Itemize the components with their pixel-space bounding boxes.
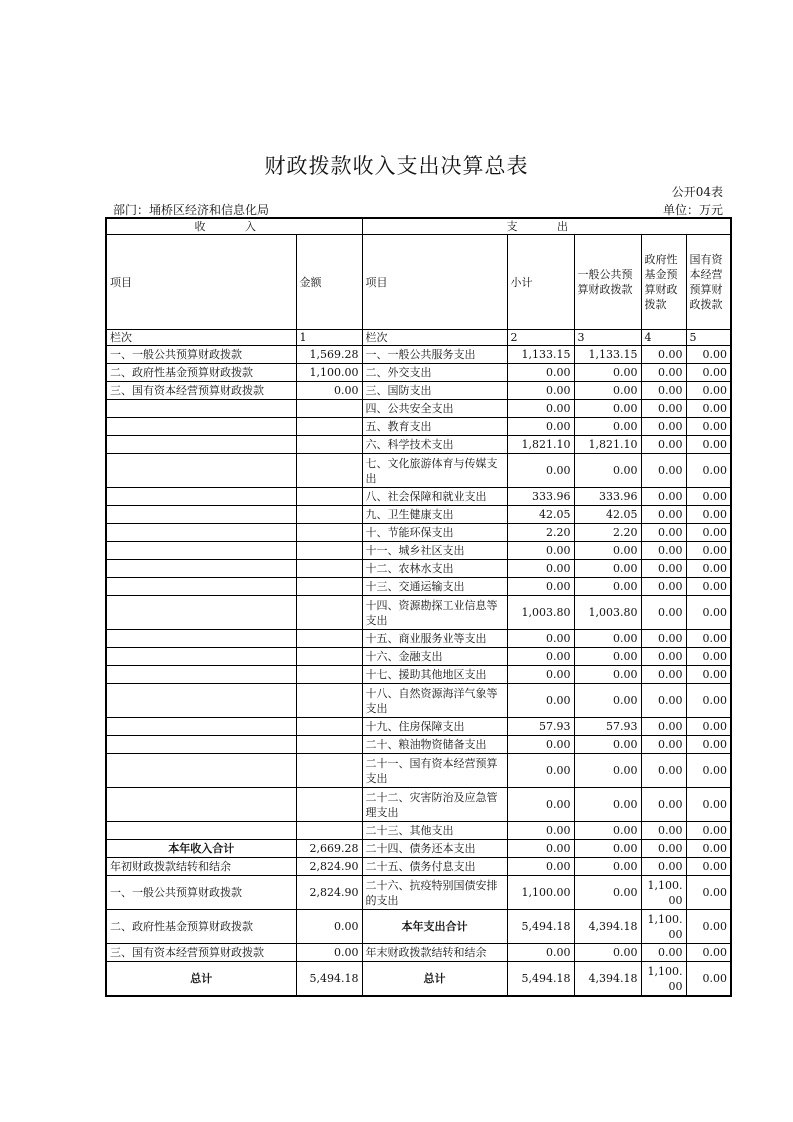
unit-label: 单位：万元	[662, 203, 723, 217]
row-label: 栏次	[106, 330, 296, 346]
income-amount-cell	[296, 542, 362, 560]
expense-item-cell: 七、文化旅游体育与传媒支出	[362, 454, 507, 488]
general-budget-cell: 333.96	[574, 488, 641, 506]
subtotal-cell: 0.00	[507, 418, 574, 436]
income-item-cell	[106, 788, 296, 822]
subtotal-cell: 0.00	[507, 630, 574, 648]
income-amount-cell	[296, 718, 362, 736]
state-capital-cell: 0.00	[686, 578, 731, 596]
general-budget-cell: 0.00	[574, 736, 641, 754]
income-item-cell	[106, 648, 296, 666]
gov-fund-cell: 0.00	[641, 346, 686, 364]
table-row	[106, 840, 731, 858]
gov-fund-cell: 0.00	[641, 630, 686, 648]
income-item-cell: 总计	[106, 962, 296, 997]
subtotal-cell: 0.00	[507, 542, 574, 560]
gov-fund-cell: 0.00	[641, 524, 686, 542]
income-item-cell	[106, 684, 296, 718]
income-amount-cell	[296, 418, 362, 436]
subtotal-cell: 1,821.10	[507, 436, 574, 454]
header-row-index	[106, 330, 731, 346]
state-capital-cell: 0.00	[686, 648, 731, 666]
gov-fund-cell: 0.00	[641, 506, 686, 524]
subtotal-cell: 1,133.15	[507, 346, 574, 364]
general-budget-cell: 0.00	[574, 840, 641, 858]
income-item-cell	[106, 454, 296, 488]
subtotal-cell: 0.00	[507, 822, 574, 840]
table-row	[106, 488, 731, 506]
state-capital-cell: 0.00	[686, 962, 731, 997]
subtotal-cell: 0.00	[507, 578, 574, 596]
gov-fund-cell: 0.00	[641, 578, 686, 596]
table-row	[106, 400, 731, 418]
table-row	[106, 596, 731, 630]
expense-item-cell: 八、社会保障和就业支出	[362, 488, 507, 506]
state-capital-cell: 0.00	[686, 788, 731, 822]
general-budget-cell: 0.00	[574, 666, 641, 684]
expense-item-cell: 十四、资源勘探工业信息等支出	[362, 596, 507, 630]
gov-fund-header: 政府性基金预算财政拨款	[641, 235, 686, 330]
income-amount-cell	[296, 684, 362, 718]
income-item-cell: 二、政府性基金预算财政拨款	[106, 364, 296, 382]
state-capital-cell: 0.00	[686, 666, 731, 684]
income-item-cell	[106, 524, 296, 542]
state-capital-cell: 0.00	[686, 436, 731, 454]
general-budget-cell: 0.00	[574, 876, 641, 910]
subtotal-cell: 42.05	[507, 506, 574, 524]
income-amount-cell: 2,824.90	[296, 876, 362, 910]
expense-item-cell: 十七、援助其他地区支出	[362, 666, 507, 684]
state-capital-cell: 0.00	[686, 400, 731, 418]
income-amount-cell	[296, 754, 362, 788]
table-code: 公开04表	[671, 185, 723, 199]
subtotal-cell: 0.00	[507, 840, 574, 858]
income-amount-cell: 0.00	[296, 910, 362, 944]
table-row	[106, 754, 731, 788]
income-amount-cell	[296, 596, 362, 630]
expense-item-cell: 二十三、其他支出	[362, 822, 507, 840]
income-amount-cell: 2,669.28	[296, 840, 362, 858]
state-capital-cell: 0.00	[686, 876, 731, 910]
expense-item-cell: 十三、交通运输支出	[362, 578, 507, 596]
subtotal-cell: 0.00	[507, 648, 574, 666]
gov-fund-cell: 0.00	[641, 840, 686, 858]
general-budget-cell: 0.00	[574, 382, 641, 400]
gov-fund-cell: 0.00	[641, 788, 686, 822]
expense-item-cell: 三、国防支出	[362, 382, 507, 400]
income-item-cell	[106, 418, 296, 436]
expense-header: 支 出	[362, 218, 731, 235]
income-item-cell: 三、国有资本经营预算财政拨款	[106, 382, 296, 400]
table-row	[106, 876, 731, 910]
income-item-cell	[106, 596, 296, 630]
table-row	[106, 944, 731, 962]
table-row	[106, 578, 731, 596]
state-capital-cell: 0.00	[686, 822, 731, 840]
expense-item-cell: 二十五、债务付息支出	[362, 858, 507, 876]
state-capital-cell: 0.00	[686, 418, 731, 436]
general-budget-cell: 0.00	[574, 648, 641, 666]
subtotal-cell: 0.00	[507, 382, 574, 400]
table-row	[106, 962, 731, 997]
general-budget-cell: 0.00	[574, 788, 641, 822]
general-budget-cell: 57.93	[574, 718, 641, 736]
table-row	[106, 436, 731, 454]
general-budget-cell: 0.00	[574, 454, 641, 488]
table-row	[106, 684, 731, 718]
general-budget-cell: 4,394.18	[574, 962, 641, 997]
gov-fund-cell: 1,100.00	[641, 962, 686, 997]
income-amount-cell	[296, 400, 362, 418]
income-amount-cell: 1,569.28	[296, 346, 362, 364]
row-label-2: 栏次	[362, 330, 507, 346]
expense-item-cell: 五、教育支出	[362, 418, 507, 436]
state-capital-cell: 0.00	[686, 840, 731, 858]
gov-fund-cell: 0.00	[641, 382, 686, 400]
subtotal-cell: 2.20	[507, 524, 574, 542]
subtotal-cell: 1,100.00	[507, 876, 574, 910]
subtotal-cell: 0.00	[507, 944, 574, 962]
table-row	[106, 560, 731, 578]
income-item-cell	[106, 754, 296, 788]
col-index-5: 5	[686, 330, 731, 346]
income-amount-cell	[296, 524, 362, 542]
expense-item-cell: 十六、金融支出	[362, 648, 507, 666]
income-item-cell	[106, 822, 296, 840]
col-index-1: 1	[296, 330, 362, 346]
general-budget-cell: 1,003.80	[574, 596, 641, 630]
gov-fund-cell: 0.00	[641, 364, 686, 382]
general-budget-cell: 0.00	[574, 542, 641, 560]
table-row	[106, 542, 731, 560]
state-capital-cell: 0.00	[686, 346, 731, 364]
income-item-cell: 一、一般公共预算财政拨款	[106, 346, 296, 364]
table-row	[106, 666, 731, 684]
col-index-2: 2	[507, 330, 574, 346]
income-item-cell	[106, 718, 296, 736]
general-budget-cell: 1,821.10	[574, 436, 641, 454]
table-row	[106, 630, 731, 648]
expense-item-cell: 二十六、抗疫特别国债安排的支出	[362, 876, 507, 910]
state-capital-cell: 0.00	[686, 454, 731, 488]
general-budget-cell: 0.00	[574, 684, 641, 718]
income-amount-cell	[296, 578, 362, 596]
income-item-cell	[106, 400, 296, 418]
state-capital-cell: 0.00	[686, 754, 731, 788]
state-capital-cell: 0.00	[686, 382, 731, 400]
subtotal-cell: 0.00	[507, 400, 574, 418]
gov-fund-cell: 0.00	[641, 858, 686, 876]
income-item-cell: 年初财政拨款结转和结余	[106, 858, 296, 876]
general-budget-cell: 0.00	[574, 418, 641, 436]
general-budget-cell: 42.05	[574, 506, 641, 524]
gov-fund-cell: 0.00	[641, 718, 686, 736]
col-index-4: 4	[641, 330, 686, 346]
general-budget-cell: 0.00	[574, 364, 641, 382]
expense-item-cell: 一、一般公共服务支出	[362, 346, 507, 364]
income-item-cell: 三、国有资本经营预算财政拨款	[106, 944, 296, 962]
income-item-cell	[106, 560, 296, 578]
general-budget-cell: 0.00	[574, 578, 641, 596]
gov-fund-cell: 0.00	[641, 736, 686, 754]
header-row-group	[106, 218, 731, 235]
income-amount-cell	[296, 736, 362, 754]
department-label: 部门：埇桥区经济和信息化局	[113, 203, 270, 217]
general-budget-cell: 4,394.18	[574, 910, 641, 944]
table-row	[106, 454, 731, 488]
gov-fund-cell: 0.00	[641, 666, 686, 684]
state-capital-cell: 0.00	[686, 506, 731, 524]
table-row	[106, 788, 731, 822]
expense-item-header: 项目	[362, 235, 507, 330]
expense-item-cell: 二十、粮油物资储备支出	[362, 736, 507, 754]
subtotal-cell: 0.00	[507, 754, 574, 788]
table-row	[106, 736, 731, 754]
gov-fund-cell: 0.00	[641, 488, 686, 506]
state-capital-cell: 0.00	[686, 560, 731, 578]
expense-item-cell: 九、卫生健康支出	[362, 506, 507, 524]
income-amount-cell	[296, 630, 362, 648]
expense-item-cell: 年末财政拨款结转和结余	[362, 944, 507, 962]
general-budget-cell: 0.00	[574, 944, 641, 962]
income-item-cell: 二、政府性基金预算财政拨款	[106, 910, 296, 944]
subtotal-cell: 333.96	[507, 488, 574, 506]
header-row-columns	[106, 235, 731, 330]
gov-fund-cell: 0.00	[641, 542, 686, 560]
gov-fund-cell: 0.00	[641, 822, 686, 840]
page-title: 财政拨款收入支出决算总表	[264, 154, 529, 178]
income-amount-cell	[296, 822, 362, 840]
general-budget-cell: 1,133.15	[574, 346, 641, 364]
gov-fund-cell: 0.00	[641, 648, 686, 666]
expense-item-cell: 总计	[362, 962, 507, 997]
expense-item-cell: 二十四、债务还本支出	[362, 840, 507, 858]
income-amount-cell	[296, 648, 362, 666]
income-amount-cell	[296, 436, 362, 454]
income-header: 收 入	[106, 218, 362, 235]
income-amount-cell	[296, 560, 362, 578]
subtotal-cell: 57.93	[507, 718, 574, 736]
table-row	[106, 718, 731, 736]
income-item-cell	[106, 542, 296, 560]
income-amount-cell: 0.00	[296, 944, 362, 962]
state-capital-cell: 0.00	[686, 944, 731, 962]
table-row	[106, 418, 731, 436]
gov-fund-cell: 0.00	[641, 944, 686, 962]
expense-item-cell: 二十二、灾害防治及应急管理支出	[362, 788, 507, 822]
gov-fund-cell: 1,100.00	[641, 876, 686, 910]
income-amount-cell	[296, 506, 362, 524]
state-capital-cell: 0.00	[686, 736, 731, 754]
gov-fund-cell: 0.00	[641, 684, 686, 718]
subtotal-cell: 0.00	[507, 736, 574, 754]
state-capital-cell: 0.00	[686, 684, 731, 718]
income-amount-cell: 1,100.00	[296, 364, 362, 382]
income-item-cell: 本年收入合计	[106, 840, 296, 858]
state-capital-cell: 0.00	[686, 718, 731, 736]
expense-item-cell: 十、节能环保支出	[362, 524, 507, 542]
state-capital-cell: 0.00	[686, 910, 731, 944]
income-amount-cell: 2,824.90	[296, 858, 362, 876]
subtotal-cell: 0.00	[507, 788, 574, 822]
general-budget-cell: 0.00	[574, 560, 641, 578]
income-item-cell	[106, 488, 296, 506]
expense-item-cell: 十八、自然资源海洋气象等支出	[362, 684, 507, 718]
gov-fund-cell: 0.00	[641, 596, 686, 630]
expense-item-cell: 十一、城乡社区支出	[362, 542, 507, 560]
fiscal-summary-table	[105, 217, 732, 997]
expense-item-cell: 十九、住房保障支出	[362, 718, 507, 736]
gov-fund-cell: 0.00	[641, 560, 686, 578]
table-row	[106, 382, 731, 400]
income-item-cell	[106, 436, 296, 454]
gov-fund-cell: 1,100.00	[641, 910, 686, 944]
state-capital-cell: 0.00	[686, 364, 731, 382]
expense-item-cell: 十二、农林水支出	[362, 560, 507, 578]
subtotal-cell: 5,494.18	[507, 962, 574, 997]
income-amount-cell: 0.00	[296, 382, 362, 400]
general-budget-cell: 0.00	[574, 822, 641, 840]
table-row	[106, 858, 731, 876]
income-item-cell	[106, 578, 296, 596]
expense-item-cell: 六、科学技术支出	[362, 436, 507, 454]
income-amount-cell: 5,494.18	[296, 962, 362, 997]
expense-item-cell: 二、外交支出	[362, 364, 507, 382]
subtotal-cell: 0.00	[507, 858, 574, 876]
income-item-cell	[106, 630, 296, 648]
col-index-3: 3	[574, 330, 641, 346]
income-item-cell: 一、一般公共预算财政拨款	[106, 876, 296, 910]
income-item-header: 项目	[106, 235, 296, 330]
income-item-cell	[106, 506, 296, 524]
general-budget-cell: 2.20	[574, 524, 641, 542]
subtotal-header: 小计	[507, 235, 574, 330]
income-item-cell	[106, 666, 296, 684]
subtotal-cell: 5,494.18	[507, 910, 574, 944]
subtotal-cell: 0.00	[507, 560, 574, 578]
gov-fund-cell: 0.00	[641, 400, 686, 418]
general-budget-cell: 0.00	[574, 858, 641, 876]
state-capital-cell: 0.00	[686, 596, 731, 630]
income-amount-cell	[296, 454, 362, 488]
gov-fund-cell: 0.00	[641, 436, 686, 454]
state-capital-cell: 0.00	[686, 858, 731, 876]
general-budget-header: 一般公共预算财政拨款	[574, 235, 641, 330]
income-amount-cell	[296, 788, 362, 822]
subtotal-cell: 1,003.80	[507, 596, 574, 630]
table-row	[106, 822, 731, 840]
table-row	[106, 346, 731, 364]
state-capital-cell: 0.00	[686, 542, 731, 560]
general-budget-cell: 0.00	[574, 630, 641, 648]
income-item-cell	[106, 736, 296, 754]
table-row	[106, 648, 731, 666]
income-amount-cell	[296, 488, 362, 506]
gov-fund-cell: 0.00	[641, 418, 686, 436]
table-row	[106, 506, 731, 524]
table-row	[106, 524, 731, 542]
general-budget-cell: 0.00	[574, 400, 641, 418]
subtotal-cell: 0.00	[507, 364, 574, 382]
expense-item-cell: 十五、商业服务业等支出	[362, 630, 507, 648]
table-row	[106, 364, 731, 382]
income-amount-cell	[296, 666, 362, 684]
state-capital-cell: 0.00	[686, 630, 731, 648]
state-capital-cell: 0.00	[686, 488, 731, 506]
income-amount-header: 金额	[296, 235, 362, 330]
table-row	[106, 910, 731, 944]
subtotal-cell: 0.00	[507, 684, 574, 718]
expense-item-cell: 二十一、国有资本经营预算支出	[362, 754, 507, 788]
state-capital-header: 国有资本经营预算财政拨款	[686, 235, 731, 330]
gov-fund-cell: 0.00	[641, 754, 686, 788]
state-capital-cell: 0.00	[686, 524, 731, 542]
general-budget-cell: 0.00	[574, 754, 641, 788]
subtotal-cell: 0.00	[507, 454, 574, 488]
gov-fund-cell: 0.00	[641, 454, 686, 488]
subtotal-cell: 0.00	[507, 666, 574, 684]
expense-item-cell: 本年支出合计	[362, 910, 507, 944]
expense-item-cell: 四、公共安全支出	[362, 400, 507, 418]
